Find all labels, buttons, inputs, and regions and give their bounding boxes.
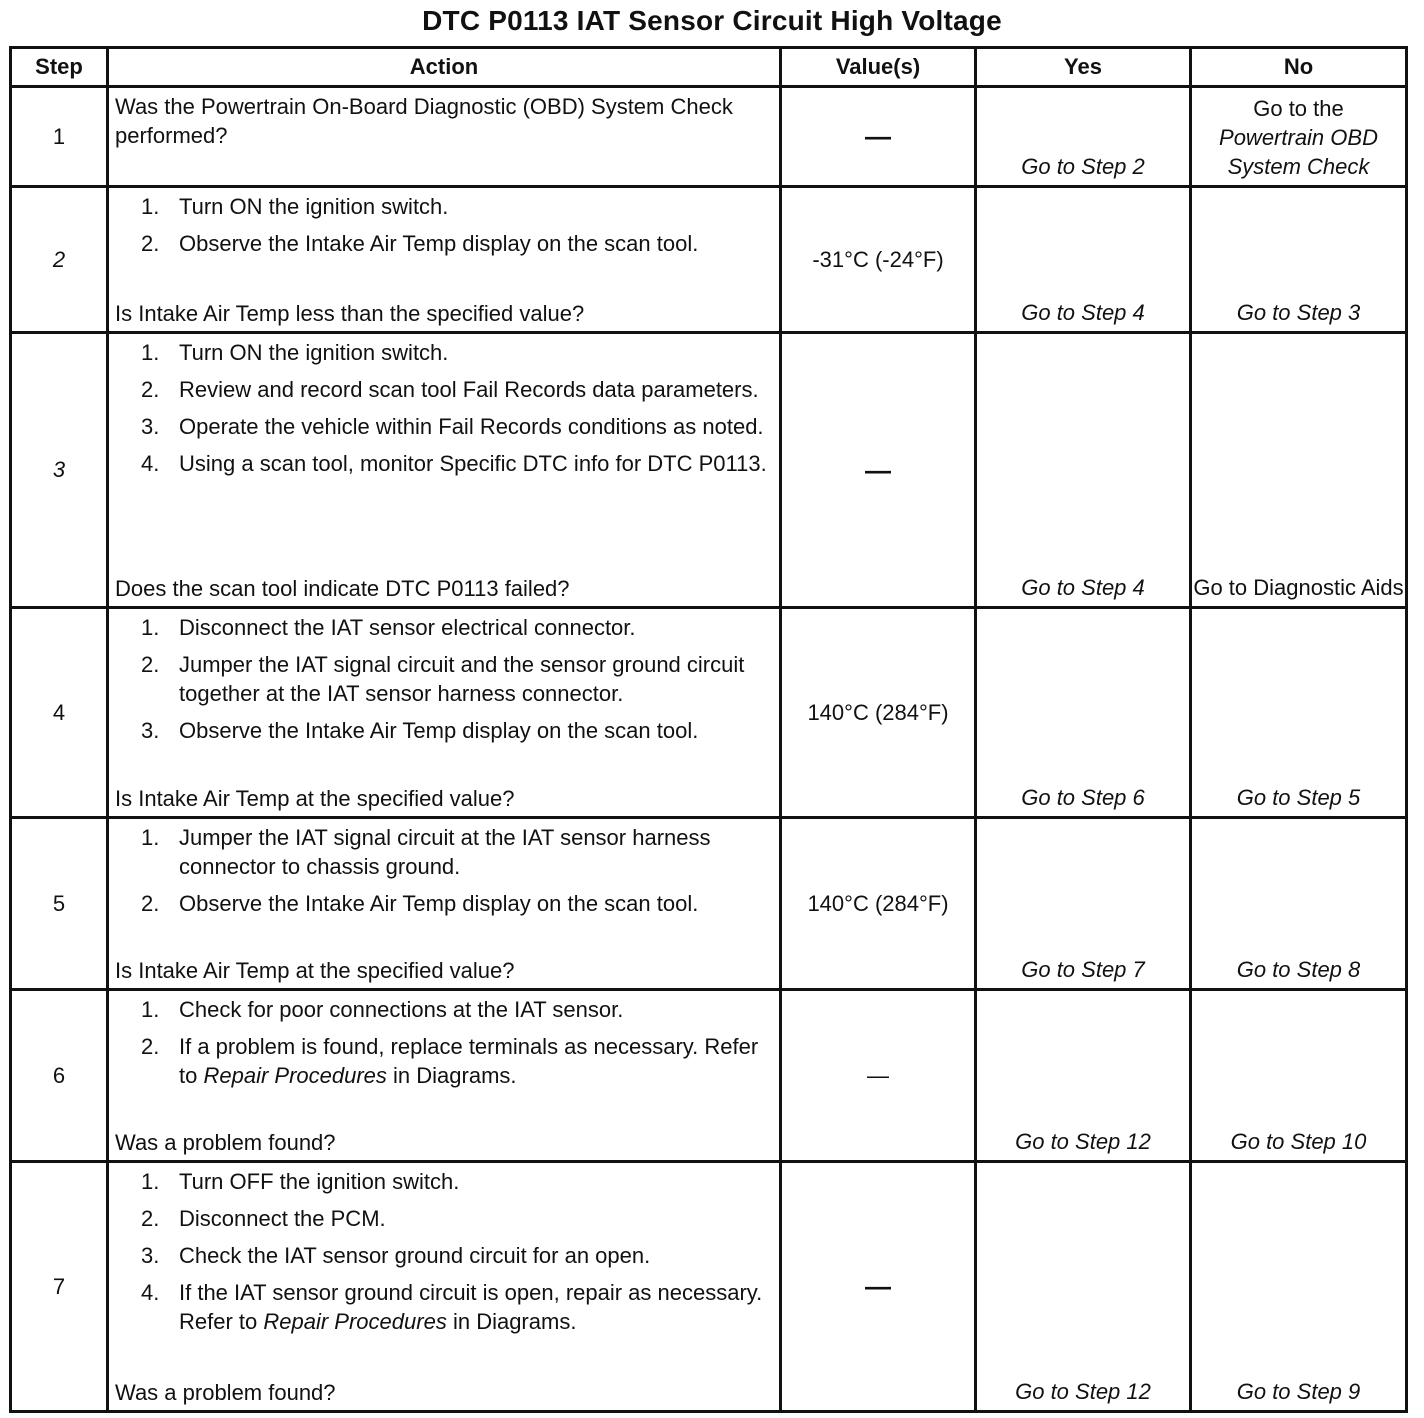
header-values: Value(s) (781, 48, 976, 87)
action-item: 2. Jumper the IAT signal circuit and the sensor ground circuit together at the IAT sensor harness connector. (141, 652, 745, 706)
yes-cell: Go to Step 4 (976, 333, 1191, 608)
step-number: 6 (11, 990, 108, 1162)
action-cell (108, 818, 781, 990)
action-item: 3. Operate the vehicle within Fail Records conditions as noted. (141, 414, 764, 439)
repair-procedures-ref: Repair Procedures (203, 1063, 387, 1088)
table-row (11, 333, 1407, 608)
action-item: 1. Turn OFF the ignition switch. (141, 1169, 460, 1194)
action-question: Was a problem found? (115, 1380, 336, 1405)
action-question: Is Intake Air Temp at the specified value? (115, 786, 515, 811)
action-question: Was the Powertrain On-Board Diagnostic (OBD) System Check performed? (115, 94, 733, 148)
step-number: 3 (11, 333, 108, 608)
value-cell: — (781, 87, 976, 187)
action-item: 3. Check the IAT sensor ground circuit for an open. (141, 1243, 651, 1268)
yes-cell: Go to Step 2 (976, 87, 1191, 187)
action-question: Does the scan tool indicate DTC P0113 failed? (115, 576, 570, 601)
action-cell (108, 187, 781, 333)
action-cell (108, 608, 781, 818)
action-cell (108, 1162, 781, 1412)
value-cell: — (781, 333, 976, 608)
action-item: 1. Turn ON the ignition switch. (141, 194, 449, 219)
yes-cell: Go to Step 6 (976, 608, 1191, 818)
no-cell: Go to Step 9 (1191, 1162, 1407, 1412)
action-item: 2. Observe the Intake Air Temp display on the scan tool. (141, 891, 699, 916)
header-step: Step (11, 48, 108, 87)
action-cell (108, 87, 781, 187)
action-question: Was a problem found? (115, 1130, 336, 1155)
diagnostic-table (9, 46, 1408, 1413)
table-row (11, 608, 1407, 818)
header-row (11, 48, 1407, 87)
action-item: 1. Turn ON the ignition switch. (141, 340, 449, 365)
no-cell: Go to Step 10 (1191, 990, 1407, 1162)
step-number: 7 (11, 1162, 108, 1412)
header-yes: Yes (976, 48, 1191, 87)
action-question: Is Intake Air Temp at the specified value? (115, 958, 515, 983)
value-cell: -31°C (-24°F) (781, 187, 976, 333)
table-row (11, 187, 1407, 333)
action-cell (108, 333, 781, 608)
action-item: 2. Observe the Intake Air Temp display on the scan tool. (141, 231, 699, 256)
action-question: Is Intake Air Temp less than the specified value? (115, 301, 585, 326)
step-number: 1 (11, 87, 108, 187)
header-action: Action (108, 48, 781, 87)
repair-procedures-ref: Repair Procedures (263, 1309, 447, 1334)
no-cell-text: Go to the (1253, 96, 1344, 121)
step-number: 5 (11, 818, 108, 990)
action-item: 2. If a problem is found, replace terminals as necessary. Refer to Repair Procedures in Diagrams. (141, 1034, 759, 1088)
action-item: 3. Observe the Intake Air Temp display on the scan tool. (141, 718, 699, 743)
yes-cell: Go to Step 7 (976, 818, 1191, 990)
no-cell (1191, 87, 1407, 187)
step-number: 2 (11, 187, 108, 333)
yes-cell: Go to Step 12 (976, 1162, 1191, 1412)
table-row (11, 1162, 1407, 1412)
value-cell: — (781, 990, 976, 1162)
action-item: 2. Disconnect the PCM. (141, 1206, 386, 1231)
table-row (11, 818, 1407, 990)
no-cell-reference: Powertrain OBD System Check (1219, 125, 1378, 179)
no-cell: Go to Diagnostic Aids (1191, 333, 1407, 608)
no-cell: Go to Step 8 (1191, 818, 1407, 990)
table-row (11, 990, 1407, 1162)
value-cell: 140°C (284°F) (781, 608, 976, 818)
action-item: 1. Jumper the IAT signal circuit at the IAT sensor harness connector to chassis ground. (141, 825, 711, 879)
action-cell (108, 990, 781, 1162)
step-number: 4 (11, 608, 108, 818)
action-item: 4. Using a scan tool, monitor Specific DTC info for DTC P0113. (141, 451, 767, 476)
action-item: 1. Disconnect the IAT sensor electrical connector. (141, 615, 636, 640)
action-item: 2. Review and record scan tool Fail Records data parameters. (141, 377, 759, 402)
page-title: DTC P0113 IAT Sensor Circuit High Voltage (422, 5, 1002, 36)
table-row (11, 87, 1407, 187)
header-no: No (1191, 48, 1407, 87)
action-item: 1. Check for poor connections at the IAT sensor. (141, 997, 624, 1022)
value-cell: — (781, 1162, 976, 1412)
action-item: 4. If the IAT sensor ground circuit is open, repair as necessary. Refer to Repair Procedures in Diagrams. (141, 1280, 763, 1334)
value-cell: 140°C (284°F) (781, 818, 976, 990)
yes-cell: Go to Step 12 (976, 990, 1191, 1162)
yes-cell: Go to Step 4 (976, 187, 1191, 333)
no-cell: Go to Step 3 (1191, 187, 1407, 333)
no-cell: Go to Step 5 (1191, 608, 1407, 818)
